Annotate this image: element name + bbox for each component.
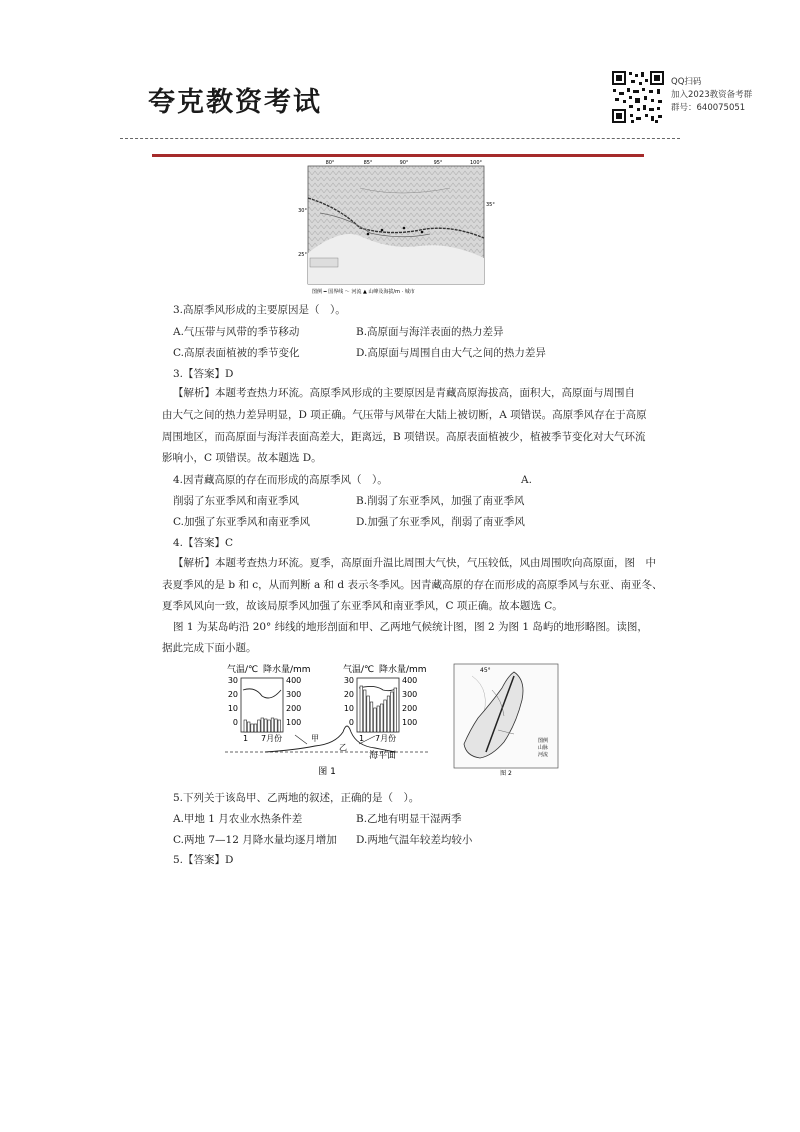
q3-analysis-line: 周围地区，而高原面与海洋表面高差大，距离远，B 项错误。高原表面植被少，植被季节变化对大气环流 (162, 431, 646, 443)
q3-answer: 3.【答案】D (173, 368, 234, 380)
qr-line-3: 群号：640075051 (671, 103, 746, 113)
y-tick: 300 (402, 690, 418, 699)
precip-label-right: 降水量/mm (379, 665, 427, 675)
q5-option-b: B.乙地有明显干湿两季 (356, 813, 462, 825)
y-tick: 400 (402, 676, 418, 685)
lon-tick: 80° (325, 160, 335, 166)
fig2-legend: 河流 (538, 752, 549, 758)
intro-line: 图 1 为某岛屿沿 20° 纬线的地形剖面和甲、乙两地气候统计图，图 2 为图 1 岛屿的地形略图。读图， (173, 621, 648, 633)
figure-2-island-map (452, 660, 562, 780)
y-tick: 200 (286, 704, 302, 713)
q3-analysis-line: 由大气之间的热力差异明显，D 项正确。气压带与风带在大陆上被切断，A 项错误。高原季风存在于高原 (162, 409, 647, 421)
lat-tick: 25° (298, 252, 307, 258)
fig2-legend: 山脉 (538, 745, 549, 751)
precip-label-left: 降水量/mm (263, 665, 311, 675)
q5-option-c: C.两地 7—12 月降水量均逐月增加 (173, 834, 337, 846)
q4-stem: 4.因青藏高原的存在而形成的高原季风（ ）。 (173, 474, 388, 486)
month-mid: 7月份 (261, 734, 283, 743)
q4-analysis-line: 表夏季风的是 b 和 c，从而判断 a 和 d 表示冬季风。因青藏高原的存在而形成的高原季风与东亚、南亚冬、 (162, 579, 663, 591)
q4-option-b: B.削弱了东亚季风，加强了南亚季风 (356, 495, 525, 507)
red-rule (152, 154, 644, 157)
fig2-lat: 45° (480, 667, 491, 674)
climograph-b (344, 676, 417, 743)
y-tick: 20 (227, 690, 238, 699)
q3-stem: 3.高原季风形成的主要原因是（ ）。 (173, 304, 346, 316)
q4-analysis-line: 【解析】本题考查热力环流。夏季，高原面升温比周围大气快，气压较低，风由周围吹向高原面，图 中 (173, 557, 656, 569)
lat-tick-right: 35° (486, 202, 495, 208)
lon-tick: 90° (399, 160, 409, 166)
month-start: 1 (243, 734, 249, 743)
figure-1-caption: 图 1 (318, 767, 336, 777)
q4-option-a: 削弱了东亚季风和南亚季风 (173, 495, 299, 507)
q5-stem: 5.下列关于该岛甲、乙两地的叙述，正确的是（ ）。 (173, 792, 420, 804)
figure-2-caption: 图 2 (500, 770, 512, 777)
q4-answer: 4.【答案】C (173, 537, 234, 549)
qr-line-2: 加入2023教资备考群 (671, 90, 753, 100)
y-tick: 0 (232, 718, 238, 727)
y-tick: 200 (402, 704, 418, 713)
q5-answer: 5.【答案】D (173, 854, 234, 866)
y-tick: 100 (402, 718, 418, 727)
month-start: 1 (359, 734, 365, 743)
y-tick: 10 (227, 704, 238, 713)
intro-line: 据此完成下面小题。 (162, 642, 257, 654)
lon-tick: 100° (469, 160, 483, 166)
q3-option-a: A.气压带与风带的季节移动 (173, 326, 300, 338)
q4-analysis-line: 夏季风风向一致，故该局原季风加强了东亚季风和南亚季风，C 项正确。故本题选 C。 (162, 600, 563, 612)
q4-option-a-prefix: A. (521, 474, 532, 486)
sea-level-label: 海平面 (369, 751, 397, 761)
qr-info (671, 76, 752, 115)
figure-1-profile-climate (225, 662, 440, 780)
qr-line-1: QQ扫码 (671, 77, 702, 87)
y-tick: 30 (343, 676, 354, 685)
q3-option-b: B.高原面与海洋表面的热力差异 (356, 326, 504, 338)
q5-option-d: D.两地气温年较差均较小 (356, 834, 473, 846)
q3-analysis-line: 影响小，C 项错误。故本题选 D。 (162, 452, 322, 464)
lon-tick: 85° (363, 160, 373, 166)
q4-option-d: D.加强了东亚季风，削弱了南亚季风 (356, 516, 525, 528)
q5-option-a: A.甲地 1 月农业水热条件差 (173, 813, 303, 825)
temp-label-left: 气温/℃ (227, 665, 259, 675)
y-tick: 400 (286, 676, 302, 685)
q4-option-c: C.加强了东亚季风和南亚季风 (173, 516, 310, 528)
temp-label-right: 气温/℃ (343, 665, 375, 675)
y-tick: 300 (286, 690, 302, 699)
site-b-label: 乙 (339, 743, 347, 752)
y-tick: 30 (227, 676, 238, 685)
map-legend: 图例 ━ 国界线 ～ 河流 ▲ 山峰及海拔/m · 城市 (312, 289, 415, 295)
qr-code-icon (611, 70, 665, 124)
site-a-label: 甲 (311, 734, 319, 743)
y-tick: 20 (343, 690, 354, 699)
lat-tick: 30° (298, 208, 307, 214)
q3-option-d: D.高原面与周围自由大气之间的热力差异 (356, 347, 546, 359)
lon-tick: 95° (433, 160, 443, 166)
y-tick: 100 (286, 718, 302, 727)
plateau-map (298, 158, 495, 296)
y-tick: 0 (348, 718, 354, 727)
y-tick: 10 (343, 704, 354, 713)
q3-analysis-line: 【解析】本题考查热力环流。高原季风形成的主要原因是青藏高原海拔高，面积大，高原面与周围自 (173, 387, 635, 399)
fig2-legend: 图例 (538, 738, 549, 744)
climograph-a (228, 676, 301, 743)
brand-title: 夸克教资考试 (148, 87, 322, 118)
month-mid: 7月份 (375, 734, 397, 743)
header-divider (120, 138, 680, 139)
q3-option-c: C.高原表面植被的季节变化 (173, 347, 300, 359)
